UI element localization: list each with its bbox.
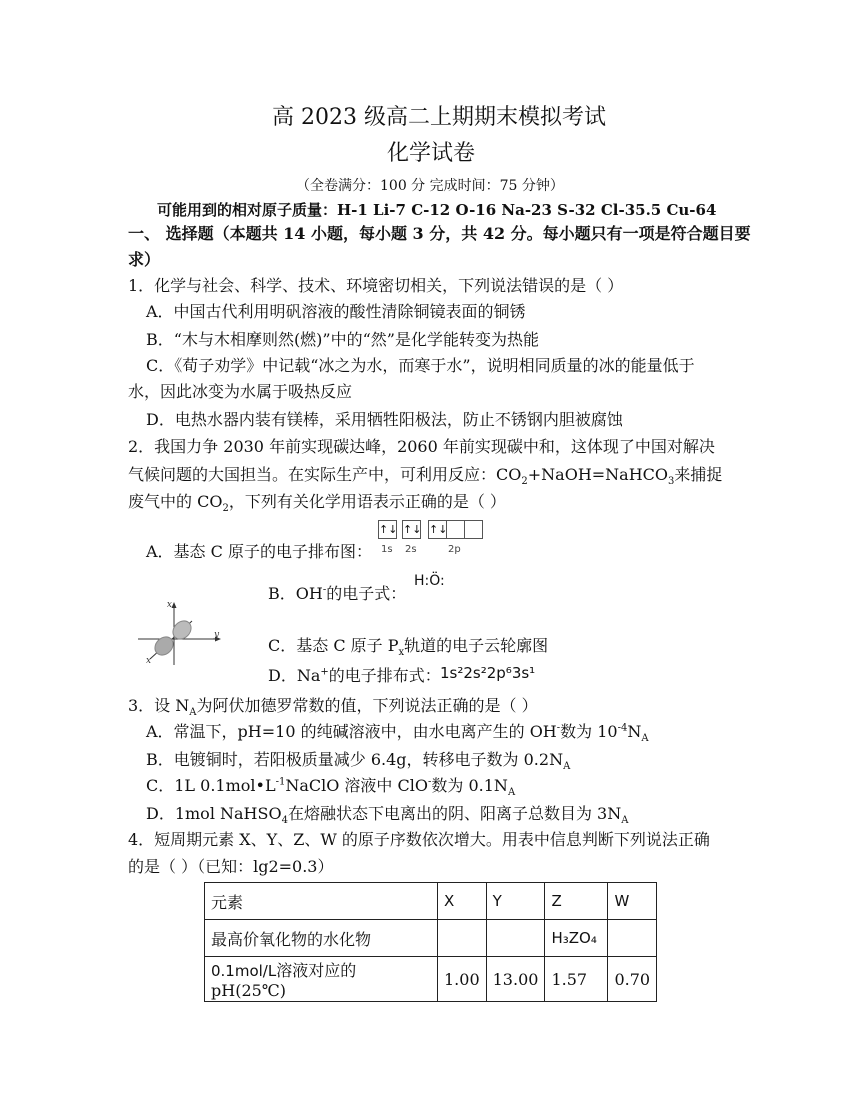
- table-cell: 13.00: [486, 957, 545, 1002]
- q2-option-c: C．基态 C 原子 $P_x$轨道的电子云轮廓图: [268, 636, 549, 659]
- q2-stem-line2: 气候问题的大国担当。在实际生产中，可利用反应：$CO_2+NaOH=NaHCO_3$来捕捉: [128, 465, 723, 488]
- orbital-2s: ↑↓: [402, 520, 421, 539]
- table-cell: Z: [545, 883, 608, 920]
- table-cell: [486, 920, 545, 957]
- axis-label-z: x: [146, 656, 152, 666]
- q2-option-a: A．基态 C 原子的电子排布图：: [146, 542, 372, 561]
- table-row: [205, 920, 657, 957]
- table-cell: X: [438, 883, 487, 920]
- table-cell: 元素: [205, 883, 438, 920]
- table-cell: W: [608, 883, 657, 920]
- table-cell: 0.1mol/L溶液对应的 pH(25℃): [205, 957, 438, 1002]
- orbital-diagram: ↑↓ ↑↓ ↑↓ 1s 2s 2p: [378, 520, 488, 560]
- table-row: [205, 957, 657, 1002]
- element-table: [204, 882, 657, 1002]
- title-line1: 高 2023 级高二上期期末模拟考试: [272, 105, 606, 130]
- q2-stem-line1: 2．我国力争 2030 年前实现碳达峰，2060 年前实现碳中和，这体现了中国对解决: [128, 437, 715, 456]
- q1-option-c-cont: 水，因此冰变为水属于吸热反应: [128, 382, 353, 401]
- q2-option-d: D．Na+的电子排布式：: [268, 666, 441, 685]
- title-line2: 化学试卷: [387, 141, 476, 166]
- table-cell: 最高价氧化物的水化物: [205, 920, 438, 957]
- orbital-2p: ↑↓: [428, 520, 483, 539]
- q2-stem-line3: 废气中的 $CO_2$，下列有关化学用语表示正确的是（ ）: [128, 492, 506, 515]
- q3-option-b: B．电镀铜时，若阳极质量减少 6.4g，转移电子数为 $0.2N_A$: [146, 750, 571, 773]
- q2-option-b: B．OH-的电子式：: [268, 584, 407, 603]
- atomic-masses: 可能用到的相对原子质量：H-1 Li-7 C-12 O-16 Na-23 S-32 Cl-35.5 Cu-64: [157, 201, 717, 219]
- axis-label-x: x: [166, 600, 172, 610]
- oh-electron-formula: H:Ö:: [414, 573, 445, 589]
- table-cell: [438, 920, 487, 957]
- q3-option-d: D．1mol NaHSO$_4$在熔融状态下电离出的阴、阳离子总数目为 $3N_A$: [146, 804, 629, 827]
- table-row: [205, 883, 657, 920]
- exam-info: （全卷满分：100 分 完成时间：75 分钟）: [296, 178, 564, 194]
- q4-stem-line1: 4．短周期元素 X、Y、Z、W 的原子序数依次增大。用表中信息判断下列说法正确: [128, 830, 710, 849]
- q3-stem: 3．设 $N_A$为阿伏加德罗常数的值，下列说法正确的是（ ）: [128, 696, 538, 719]
- table-cell: Y: [486, 883, 545, 920]
- na-electron-config: 1s²2s²2p⁶3s¹: [440, 664, 536, 682]
- q1-stem: 1．化学与社会、科学、技术、环境密切相关，下列说法错误的是（ ）: [128, 276, 624, 295]
- q1-option-d: D．电热水器内装有镁棒，采用牺牲阳极法，防止不锈钢内胆被腐蚀: [146, 410, 623, 429]
- q3-option-c: C．1L $0.1mol•L^{-1}NaClO$ 溶液中 ClO-数为 $0.1N_A$: [146, 776, 516, 799]
- table-cell: 1.57: [545, 957, 608, 1002]
- table-cell: 1.00: [438, 957, 487, 1002]
- orbital-1s: ↑↓: [378, 520, 397, 539]
- q1-option-c: C．《荀子劝学》中记载“冰之为水，而寒于水”，说明相同质量的冰的能量低于: [146, 356, 695, 375]
- q3-option-a: A．常温下，pH=10 的纯碱溶液中，由水电离产生的 OH-数为 $10^{-4}N_A$: [146, 722, 649, 745]
- table-cell: 0.70: [608, 957, 657, 1002]
- section-heading: 一、 选择题（本题共 14 小题，每小题 3 分，共 42 分。每小题只有一项是符合题目要: [128, 224, 751, 243]
- q4-stem-line2: 的是（ ）（已知：lg2=0.3）: [128, 857, 334, 876]
- p-orbital-figure: [134, 597, 224, 669]
- q1-option-b: B．“木与木相摩则然(燃)”中的“然”是化学能转变为热能: [146, 330, 539, 349]
- axis-label-y: y: [214, 630, 220, 640]
- section-heading-cont: 求）: [128, 250, 161, 269]
- table-cell: [608, 920, 657, 957]
- table-cell: H₃ZO₄: [545, 920, 608, 957]
- q1-option-a: A．中国古代利用明矾溶液的酸性清除铜镜表面的铜锈: [146, 302, 526, 321]
